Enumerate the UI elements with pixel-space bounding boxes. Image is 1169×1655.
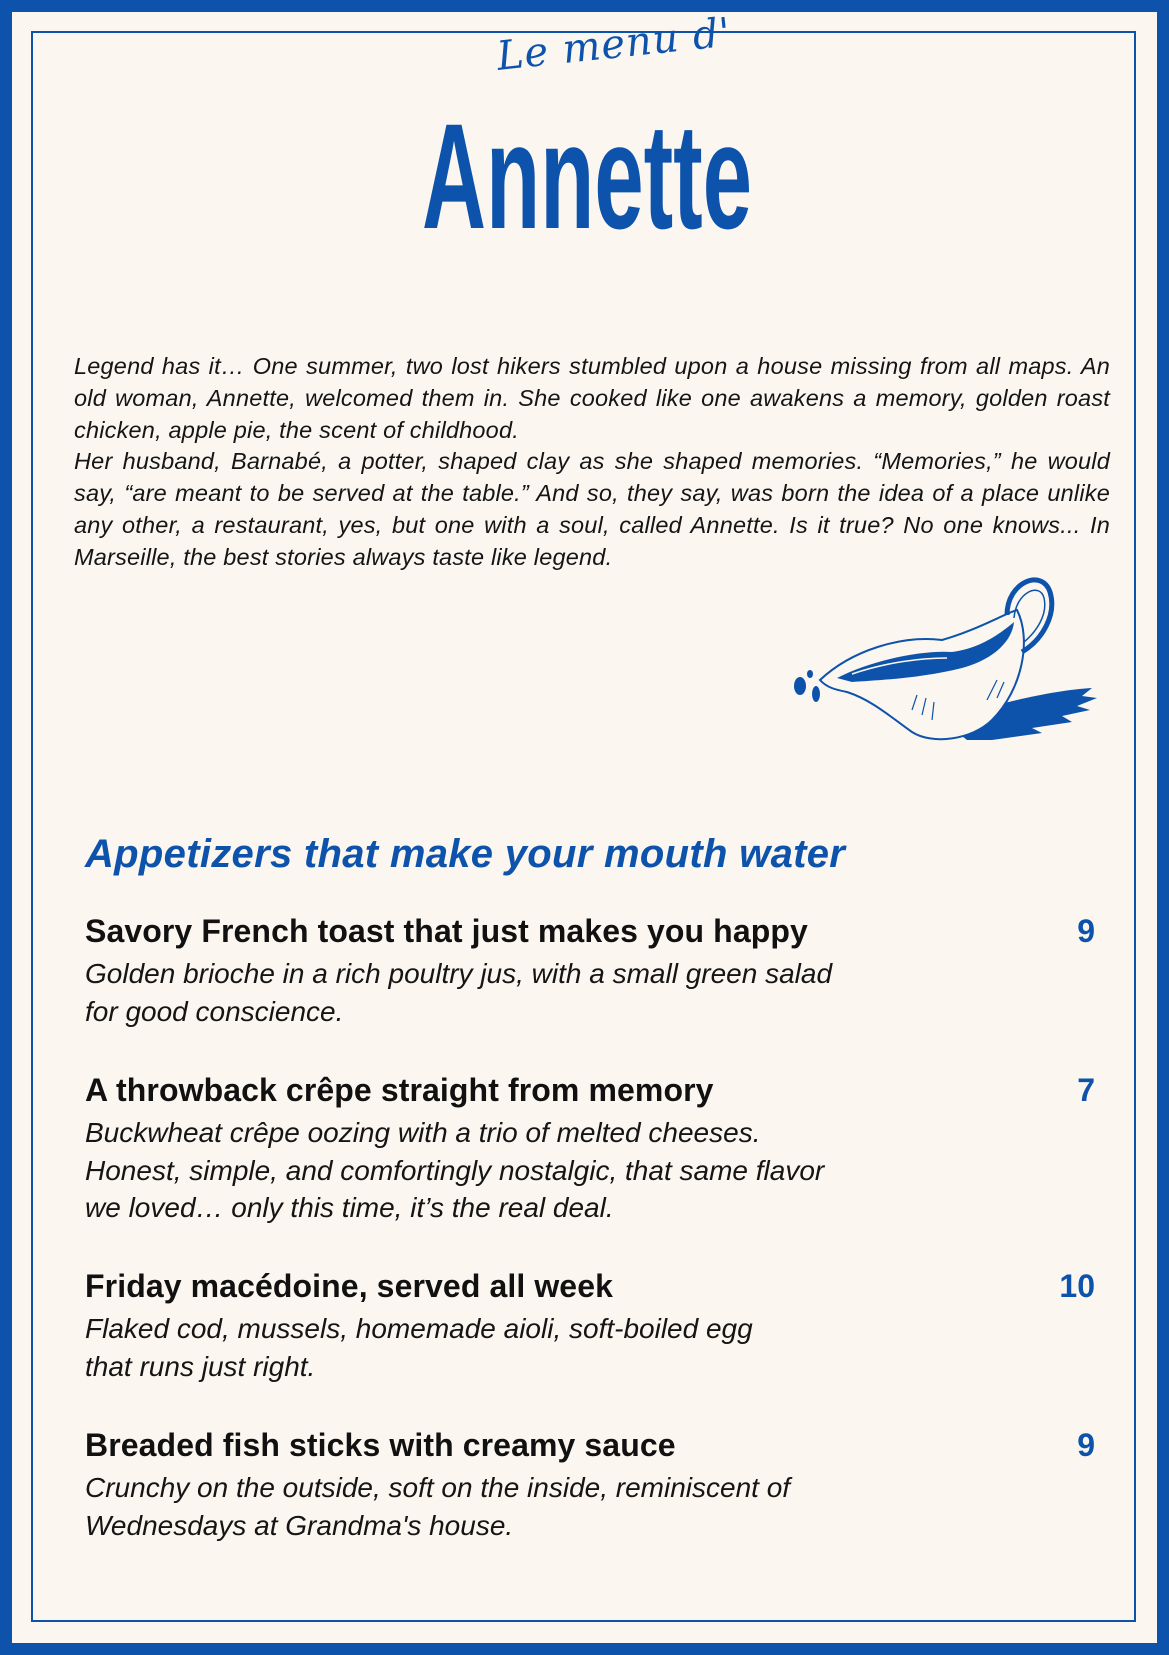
restaurant-name bbox=[417, 92, 757, 260]
menu-item bbox=[85, 1070, 1095, 1227]
menu-item bbox=[85, 911, 1095, 1030]
menu-item-description-line: Golden brioche in a rich poultry jus, with a small green salad bbox=[85, 958, 833, 989]
menu-item-name: Breaded fish sticks with creamy sauce bbox=[85, 1427, 676, 1463]
menu-item-description bbox=[85, 1310, 1095, 1385]
menu-item-description-line: Crunchy on the outside, soft on the inside, reminiscent of bbox=[85, 1472, 791, 1503]
restaurant-name-text: Annette bbox=[422, 92, 752, 260]
story-paragraph-1: Legend has it… One summer, two lost hikers stumbled upon a house missing from all maps. An old woman, Annette, welcomed them in. She cooked like one awakens a memory, golden roast chicken, apple pie, the scent of childhood. bbox=[74, 353, 1110, 443]
menu-item-name: Friday macédoine, served all week bbox=[85, 1268, 614, 1304]
menu-item-description-line: Wednesdays at Grandma's house. bbox=[85, 1509, 514, 1541]
menu-item bbox=[85, 1425, 1095, 1544]
menu-item-description bbox=[85, 1114, 1095, 1227]
menu-item-name: Savory French toast that just makes you happy bbox=[85, 913, 808, 949]
menu-item-description-line: Flaked cod, mussels, homemade aioli, soft-boiled egg bbox=[85, 1313, 753, 1344]
menu-item-name: A throwback crêpe straight from memory bbox=[85, 1072, 714, 1108]
menu-item-price: 9 bbox=[1077, 1427, 1095, 1463]
menu-item-description-line: that runs just right. bbox=[85, 1350, 316, 1382]
menu-item-price: 10 bbox=[1059, 1268, 1095, 1304]
menu-item-description bbox=[85, 1469, 1095, 1544]
menu-item bbox=[85, 1266, 1095, 1385]
menu-page bbox=[12, 9, 1157, 1643]
story-text bbox=[74, 351, 1110, 574]
menu-item-description-line: for good conscience. bbox=[85, 995, 344, 1027]
gravy-boat-icon bbox=[792, 570, 1112, 770]
menu-script-heading: Le menu d' bbox=[494, 9, 734, 80]
section-title-appetizers: Appetizers that make your mouth water bbox=[85, 832, 846, 876]
menu-item-description-line: we loved… only this time, it’s the real deal. bbox=[85, 1192, 614, 1223]
menu-item-description-line: Honest, simple, and comfortingly nostalgic, that same flavor bbox=[85, 1154, 825, 1186]
menu-item-price: 7 bbox=[1077, 1072, 1095, 1108]
story-paragraph-2: Her husband, Barnabé, a potter, shaped clay as she shaped memories. “Memories,” he would say, “are meant to be served at the table.” And so, they say, was born the idea of a place unlike any other, a restaurant, yes, but one with a soul, called Annette. Is it true? No one knows... In Marseille, the best stories always taste like legend. bbox=[74, 448, 1110, 570]
menu-item-description bbox=[85, 955, 1095, 1030]
menu-item-price: 9 bbox=[1077, 913, 1095, 949]
menu-item-description-line: Buckwheat crêpe oozing with a trio of melted cheeses. bbox=[85, 1117, 761, 1148]
